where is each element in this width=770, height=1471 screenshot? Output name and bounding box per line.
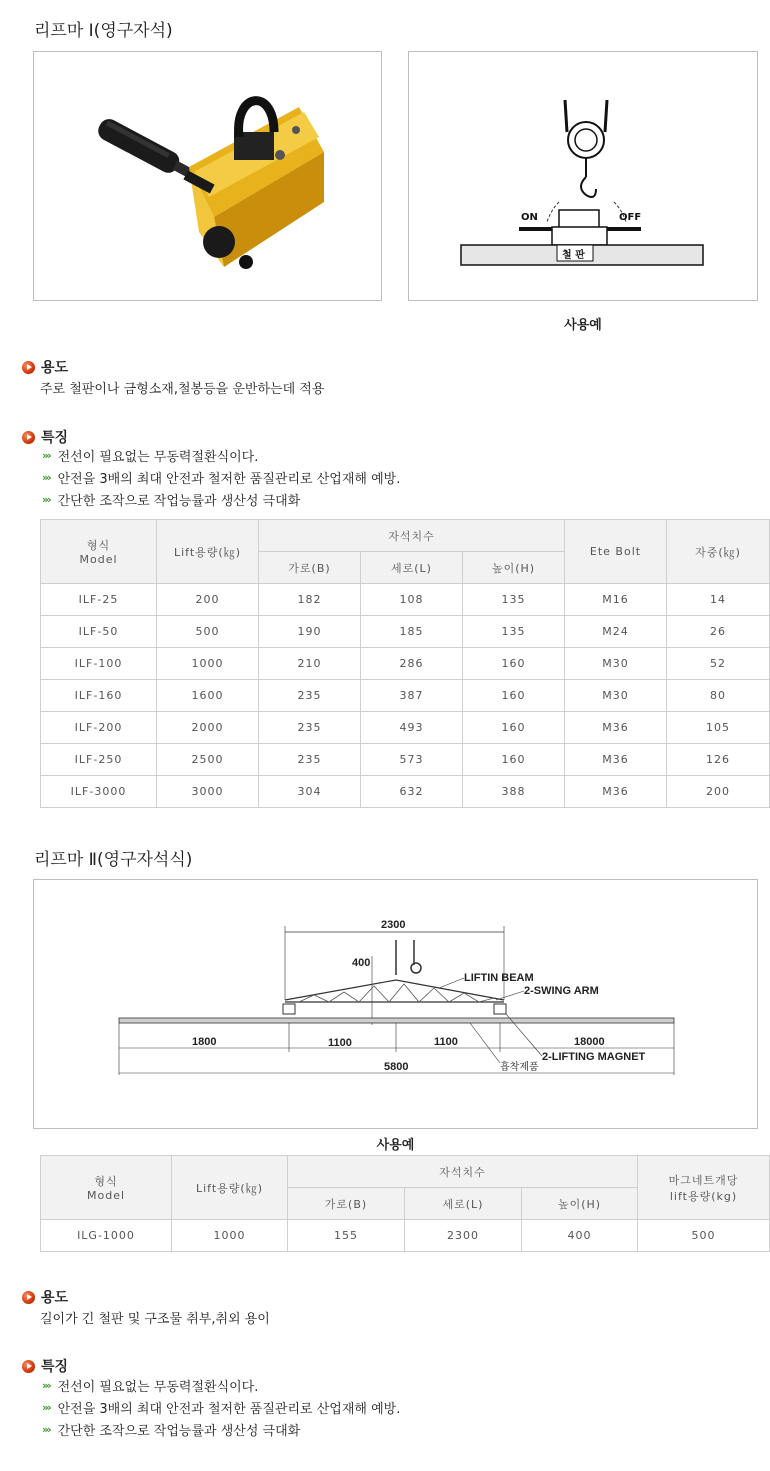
table-cell: ILF-50 — [41, 616, 157, 648]
table-cell: 126 — [667, 744, 770, 776]
table-cell: 3000 — [157, 776, 259, 808]
usage-heading-label: 용도 — [41, 360, 69, 376]
table-cell: 1000 — [157, 648, 259, 680]
green-arrow-icon: ››› — [42, 1422, 50, 1436]
h-each-2: lift용량(kg) — [669, 1189, 738, 1203]
col-h: 높이(H) — [522, 1188, 638, 1220]
features-heading-label: 특징 — [41, 430, 69, 446]
col-lift: Lift용량(㎏) — [172, 1156, 288, 1220]
col-dims: 자석치수 — [259, 520, 565, 552]
table-cell: M36 — [565, 744, 667, 776]
dim-1800: 1800 — [192, 1036, 217, 1048]
section1-caption: 사용예 — [564, 318, 602, 333]
table-cell: 200 — [667, 776, 770, 808]
col-l: 세로(L) — [361, 552, 463, 584]
usage-diagram — [409, 52, 757, 300]
dim-2300: 2300 — [381, 919, 406, 931]
table-cell: 190 — [259, 616, 361, 648]
table-cell: 286 — [361, 648, 463, 680]
table-cell: 493 — [361, 712, 463, 744]
feature-text: 간단한 조작으로 작업능률과 생산성 극대화 — [57, 493, 301, 509]
table-cell: 1000 — [172, 1220, 288, 1252]
beam-diagram — [34, 880, 757, 1128]
spec-table-1 — [40, 519, 770, 808]
section2-usage-heading — [22, 1287, 68, 1307]
table-cell: ILF-3000 — [41, 776, 157, 808]
feature-item — [42, 1374, 400, 1396]
table-cell: 160 — [463, 744, 565, 776]
table-row — [41, 744, 770, 776]
section2-caption: 사용예 — [376, 1138, 415, 1153]
h-model: 형식 — [94, 1175, 118, 1188]
feature-text: 전선이 필요없는 무동력절환식이다. — [57, 1379, 259, 1395]
table-row — [41, 1220, 770, 1252]
table-cell: 573 — [361, 744, 463, 776]
feature-text: 전선이 필요없는 무동력절환식이다. — [57, 449, 259, 465]
table-cell: 2000 — [157, 712, 259, 744]
usage-heading-label: 용도 — [41, 1290, 69, 1306]
beam-label: LIFTIN BEAM — [464, 972, 534, 984]
table-cell: 304 — [259, 776, 361, 808]
spec-table-1-body — [41, 584, 770, 808]
green-arrow-icon: ››› — [42, 1378, 50, 1392]
feature-item — [42, 1418, 400, 1440]
table-cell: 1600 — [157, 680, 259, 712]
section2-title: 리프마 Ⅱ(영구자석식) — [34, 850, 193, 870]
table-cell: 500 — [638, 1220, 770, 1252]
feature-item — [42, 488, 400, 510]
col-b: 가로(B) — [288, 1188, 405, 1220]
table-cell: M30 — [565, 680, 667, 712]
table-cell: 185 — [361, 616, 463, 648]
beam-diagram-frame — [33, 879, 758, 1129]
table-cell: M24 — [565, 616, 667, 648]
bullet-arrow-icon — [22, 1291, 35, 1304]
dim-5800: 5800 — [384, 1061, 409, 1073]
table-row — [41, 584, 770, 616]
table-cell: M16 — [565, 584, 667, 616]
features-heading-label: 특징 — [41, 1359, 69, 1375]
table-cell: 632 — [361, 776, 463, 808]
col-l: 세로(L) — [405, 1188, 522, 1220]
table-cell: 160 — [463, 680, 565, 712]
dim-400: 400 — [352, 957, 371, 969]
table-cell: 400 — [522, 1220, 638, 1252]
table-cell: 108 — [361, 584, 463, 616]
magnet-label: 2-LIFTING MAGNET — [542, 1051, 646, 1063]
table-cell: 135 — [463, 616, 565, 648]
off-label: OFF — [619, 212, 642, 223]
table-cell: M36 — [565, 712, 667, 744]
table-row — [41, 776, 770, 808]
table-cell: 200 — [157, 584, 259, 616]
green-arrow-icon: ››› — [42, 1400, 50, 1414]
table-cell: 52 — [667, 648, 770, 680]
section1-usage-text: 주로 철판이나 금형소재,철봉등을 운반하는데 적용 — [40, 382, 325, 397]
table-row — [41, 712, 770, 744]
table-cell: 80 — [667, 680, 770, 712]
col-dims: 자석치수 — [288, 1156, 638, 1188]
product-photo-frame — [33, 51, 382, 301]
dim-1100-a: 1100 — [328, 1037, 352, 1049]
col-lift: Lift용량(㎏) — [157, 520, 259, 584]
table-cell: 387 — [361, 680, 463, 712]
dim-18000: 18000 — [574, 1036, 605, 1048]
h-model-en: Model — [86, 1189, 126, 1202]
table-cell: 182 — [259, 584, 361, 616]
table-cell: 14 — [667, 584, 770, 616]
section1-features-list — [42, 444, 400, 510]
feature-item — [42, 466, 400, 488]
table-cell: ILF-160 — [41, 680, 157, 712]
table-cell: 2300 — [405, 1220, 522, 1252]
table-cell: 155 — [288, 1220, 405, 1252]
col-each-lift — [638, 1156, 770, 1220]
green-arrow-icon: ››› — [42, 470, 50, 484]
spec-table-2-body — [41, 1220, 770, 1252]
h-model-en: Model — [79, 553, 118, 566]
col-model — [41, 520, 157, 584]
bullet-arrow-icon — [22, 1360, 35, 1373]
section2-features-list — [42, 1374, 400, 1440]
h-model: 형식 — [86, 539, 111, 552]
table-cell: 235 — [259, 744, 361, 776]
feature-text: 간단한 조작으로 작업능률과 생산성 극대화 — [57, 1423, 301, 1439]
feature-text: 안전을 3배의 최대 안전과 철저한 품질관리로 산업재해 예방. — [57, 471, 401, 487]
col-model — [41, 1156, 172, 1220]
table-cell: 105 — [667, 712, 770, 744]
table-cell: 388 — [463, 776, 565, 808]
col-h: 높이(H) — [463, 552, 565, 584]
table-row — [41, 680, 770, 712]
spec-table-2 — [40, 1155, 770, 1252]
lifting-magnet-image — [34, 52, 381, 300]
bullet-arrow-icon — [22, 361, 35, 374]
section1-title: 리프마 Ⅰ(영구자석) — [34, 21, 173, 41]
section1-usage-heading — [22, 357, 68, 377]
table-cell: 235 — [259, 680, 361, 712]
table-cell: 26 — [667, 616, 770, 648]
product-label: 흡착제품 — [500, 1062, 539, 1073]
green-arrow-icon: ››› — [42, 448, 50, 462]
section2-usage-text: 길이가 긴 철판 및 구조물 취부,취외 용이 — [40, 1312, 270, 1327]
table-cell: ILF-25 — [41, 584, 157, 616]
feature-text: 안전을 3배의 최대 안전과 철저한 품질관리로 산업재해 예방. — [57, 1401, 401, 1417]
table-cell: ILG-1000 — [41, 1220, 172, 1252]
dim-1100-b: 1100 — [434, 1036, 458, 1048]
arm-label: 2-SWING ARM — [524, 985, 599, 997]
green-arrow-icon: ››› — [42, 492, 50, 506]
table-cell: 160 — [463, 712, 565, 744]
table-cell: 235 — [259, 712, 361, 744]
table-cell: M36 — [565, 776, 667, 808]
table-cell: ILF-200 — [41, 712, 157, 744]
usage-diagram-frame — [408, 51, 758, 301]
table-cell: 135 — [463, 584, 565, 616]
table-row — [41, 648, 770, 680]
table-row — [41, 616, 770, 648]
bullet-arrow-icon — [22, 431, 35, 444]
table-cell: 500 — [157, 616, 259, 648]
col-b: 가로(B) — [259, 552, 361, 584]
feature-item — [42, 444, 400, 466]
table-cell: ILF-100 — [41, 648, 157, 680]
table-cell: 2500 — [157, 744, 259, 776]
col-weight: 자중(㎏) — [667, 520, 770, 584]
section2-features-heading — [22, 1356, 68, 1376]
table-cell: 210 — [259, 648, 361, 680]
plate-label: 철 판 — [562, 250, 585, 261]
table-cell: ILF-250 — [41, 744, 157, 776]
h-each-1: 마그네트개당 — [668, 1173, 739, 1187]
on-label: ON — [521, 212, 538, 223]
table-cell: M30 — [565, 648, 667, 680]
table-cell: 160 — [463, 648, 565, 680]
col-bolt: Ete Bolt — [565, 520, 667, 584]
feature-item — [42, 1396, 400, 1418]
